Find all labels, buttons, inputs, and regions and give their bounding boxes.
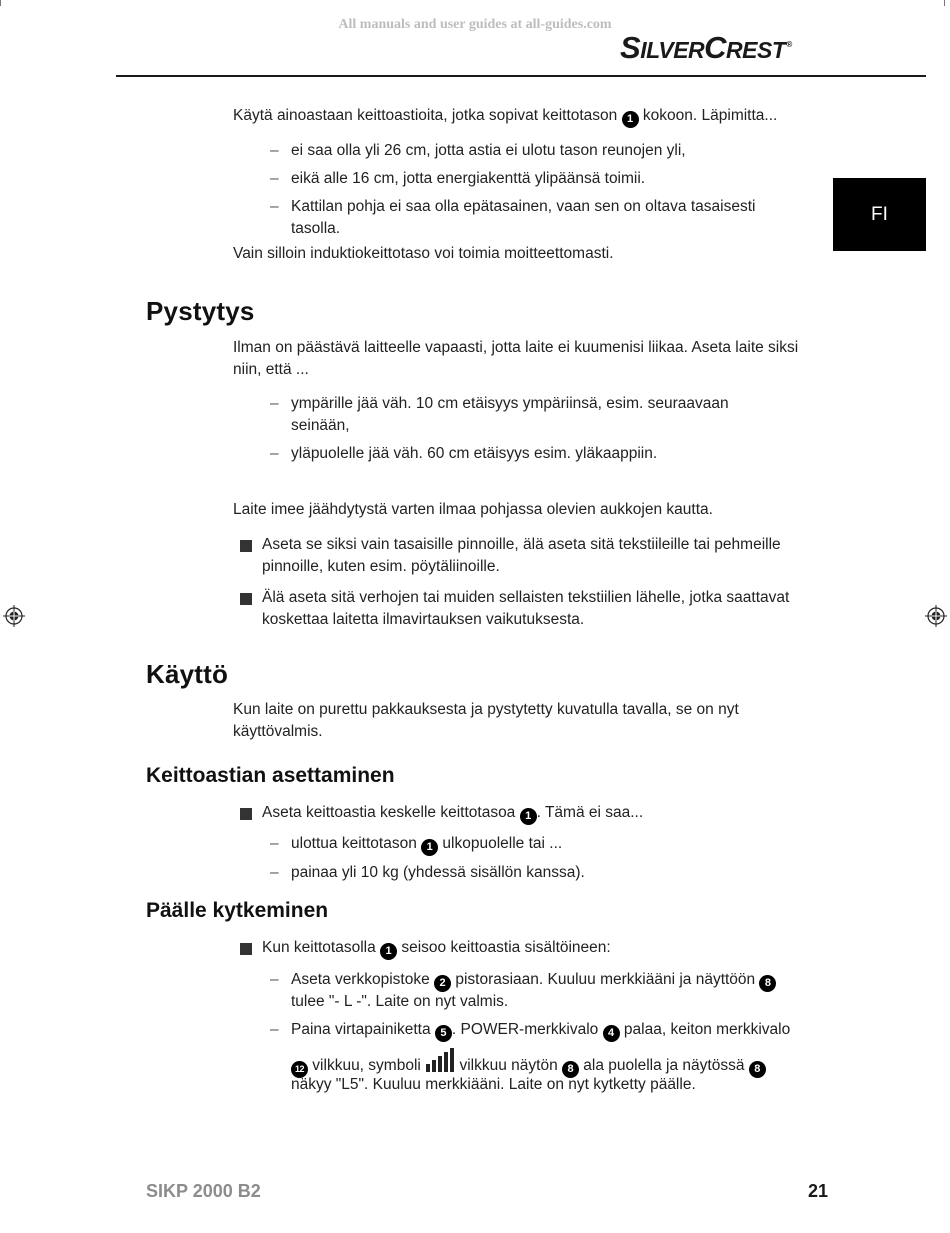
registration-mark-icon (925, 605, 947, 627)
ref-number: 2 (434, 975, 451, 992)
ref-number: 5 (435, 1025, 452, 1042)
ref-number: 4 (603, 1025, 620, 1042)
ref-number: 1 (421, 839, 438, 856)
paragraph: Vain silloin induktiokeittotaso voi toimia moitteettomasti. (233, 245, 614, 262)
ref-number: 8 (759, 975, 776, 992)
footer-model: SIKP 2000 B2 (146, 1181, 261, 1201)
registration-mark-icon (3, 605, 25, 627)
bullet-square-icon (240, 943, 252, 955)
intro-paragraph: Käytä ainoastaan keittoastioita, jotka sopivat keittotason 1 kokoon. Läpimitta... (233, 105, 777, 128)
crop-mark (944, 0, 945, 6)
crop-mark (0, 0, 1, 6)
ref-number: 1 (622, 111, 639, 128)
language-tab: FI (833, 178, 926, 251)
section-heading: Käyttö (146, 659, 229, 689)
brand-logo: SILVERCREST® (620, 30, 792, 65)
paragraph: Ilman on päästävä laitteelle vapaasti, jotta laite ei kuumenisi liikaa. Aseta laite siksi niin, että ... (233, 339, 799, 378)
paragraph: Laite imee jäähdytystä varten ilmaa pohjassa olevien aukkojen kautta. (233, 501, 713, 518)
ref-number: 1 (520, 808, 537, 825)
bullet-square-icon (240, 540, 252, 552)
watermark: All manuals and user guides at all-guides.com (338, 17, 612, 32)
signal-strength-icon (425, 1048, 455, 1072)
ref-number: 8 (749, 1061, 766, 1078)
header-rule (116, 75, 926, 77)
page-number: 21 (808, 1181, 829, 1201)
ref-number: 12 (291, 1061, 308, 1078)
section-heading: Pystytys (146, 296, 255, 326)
paragraph: Kun laite on purettu pakkauksesta ja pystytetty kuvatulla tavalla, se on nyt käyttövalmis. (233, 701, 739, 740)
ref-number: 8 (562, 1061, 579, 1078)
bullet-square-icon (240, 808, 252, 820)
ref-number: 1 (380, 943, 397, 960)
subsection-heading: Keittoastian asettaminen (146, 764, 395, 787)
bullet-square-icon (240, 593, 252, 605)
subsection-heading: Päälle kytkeminen (146, 899, 329, 922)
